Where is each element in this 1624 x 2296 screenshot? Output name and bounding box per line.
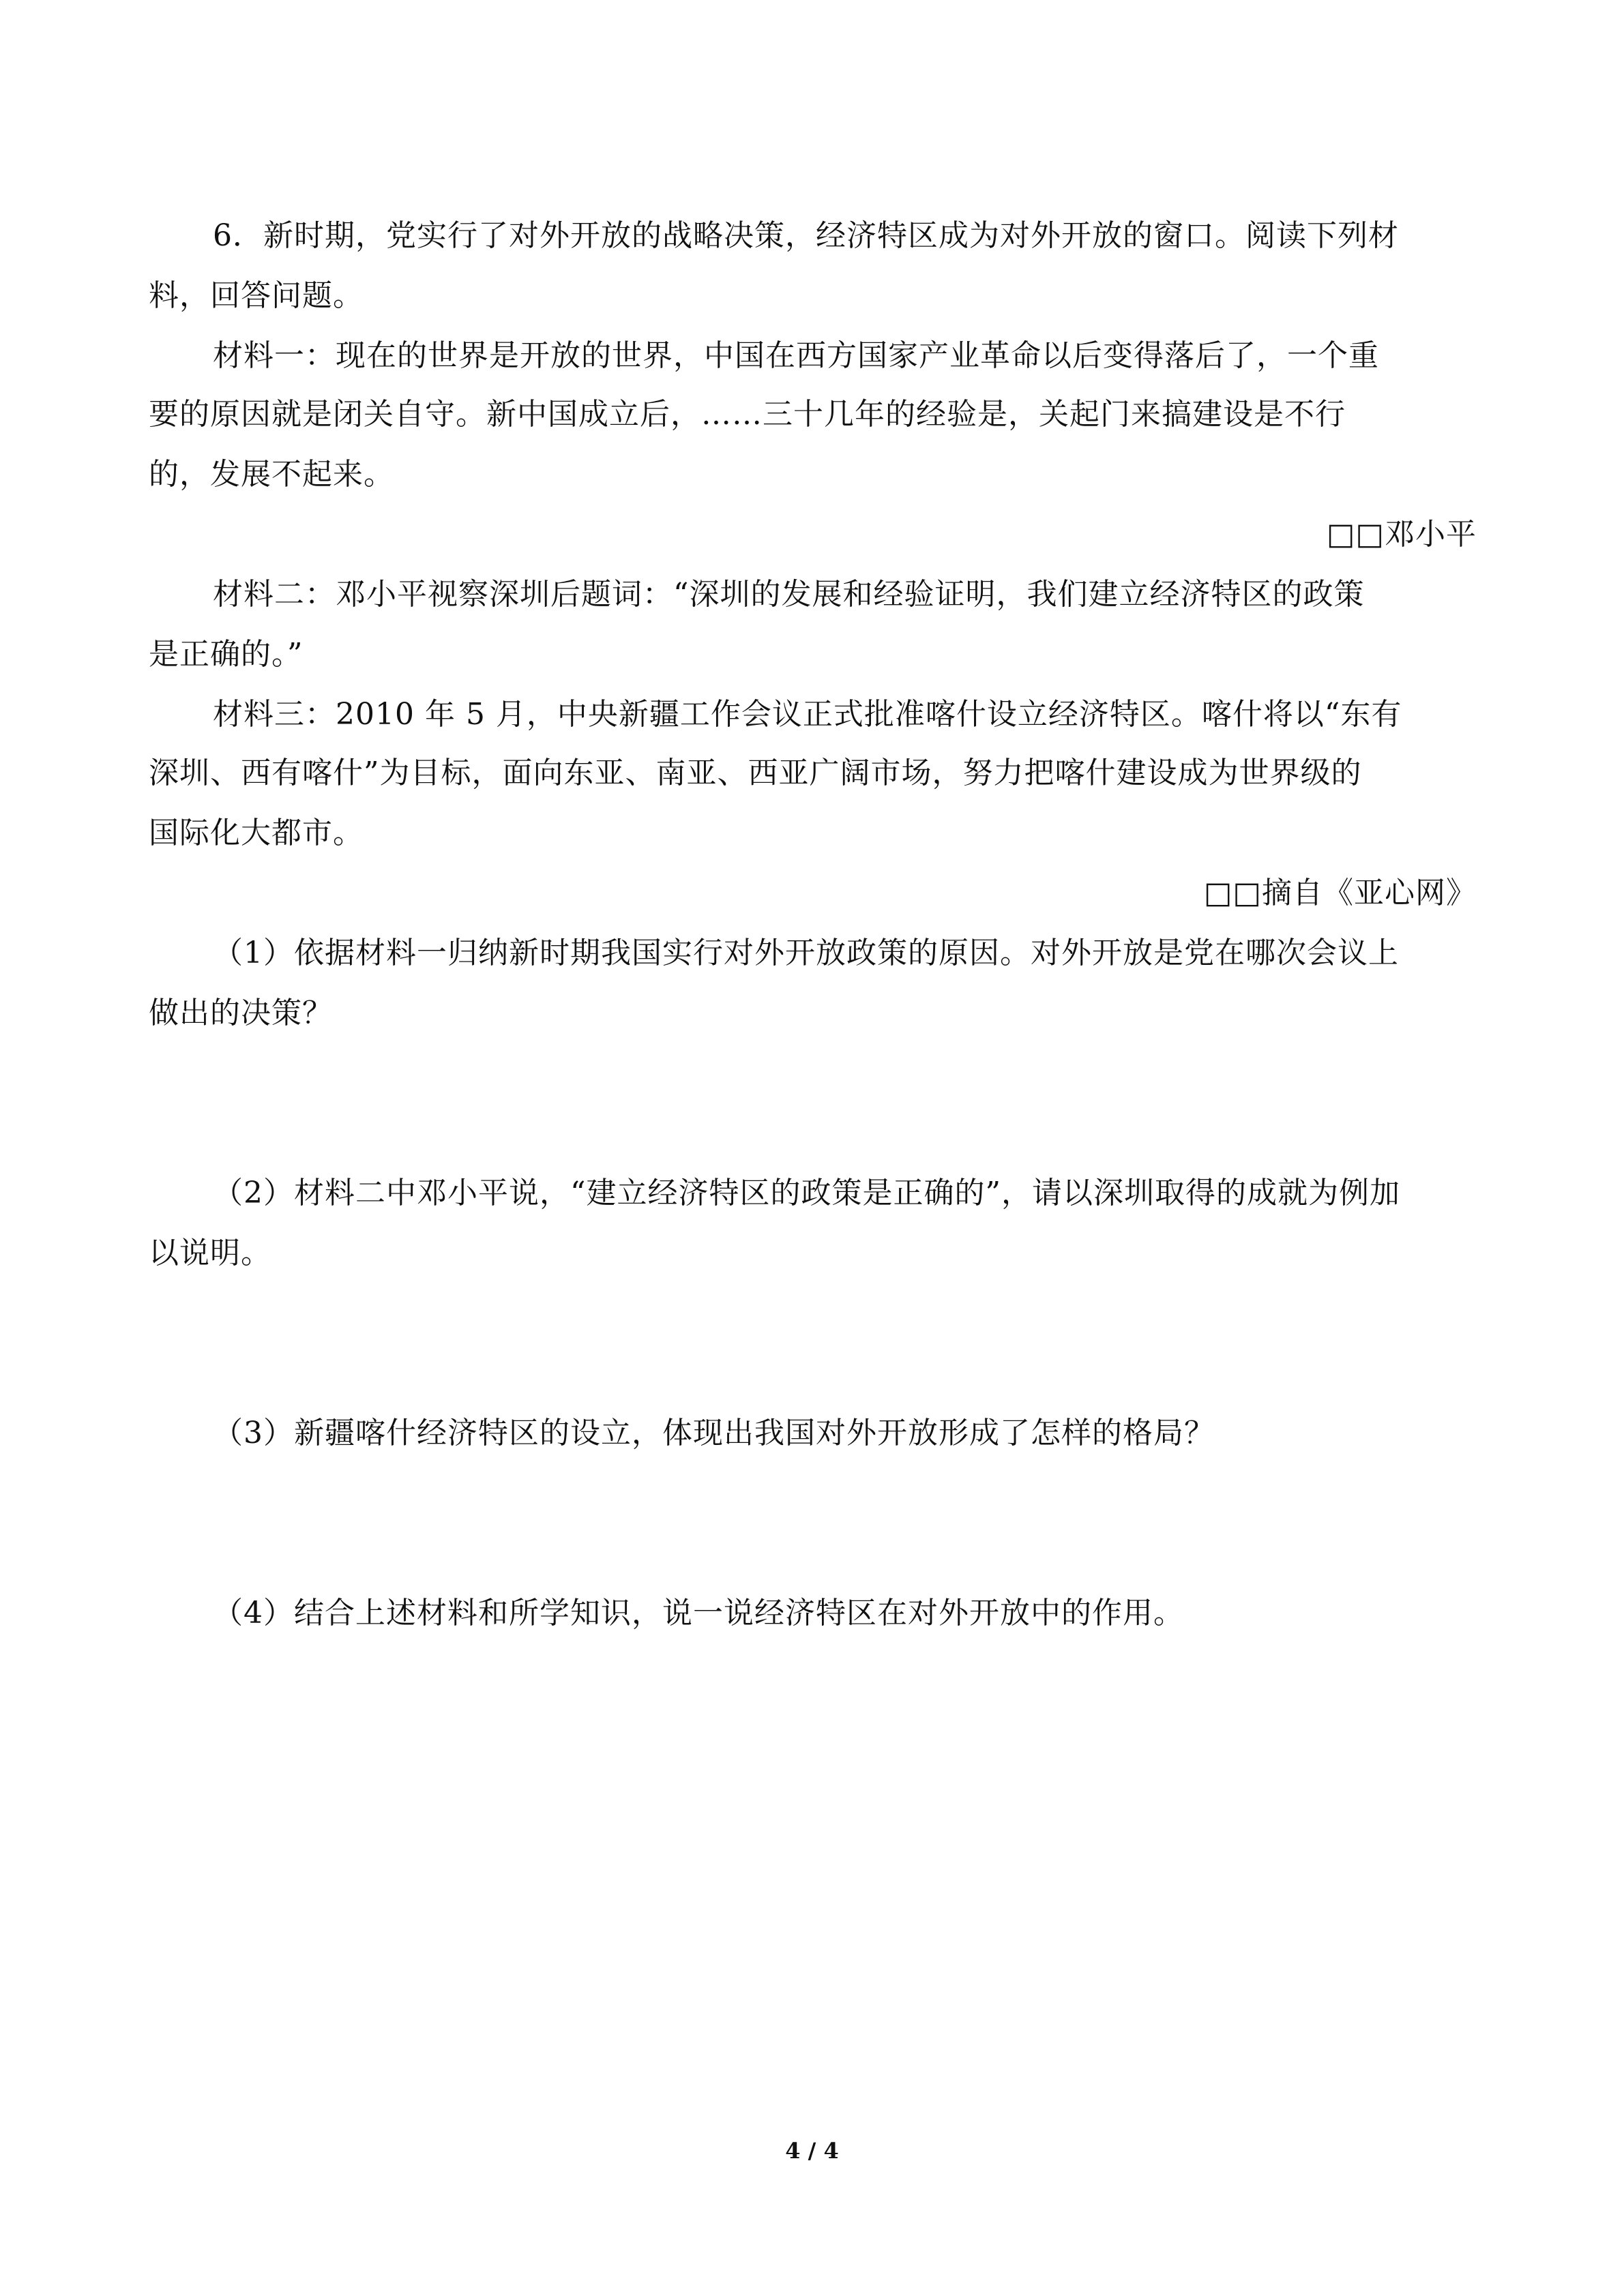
subquestion-1-line1: （1）依据材料一归纳新时期我国实行对外开放政策的原因。对外开放是党在哪次会议上: [213, 936, 1399, 970]
material3-line1: 材料三：2010 年 5 月，中央新疆工作会议正式批准喀什设立经济特区。喀什将以“东有: [213, 697, 1402, 732]
material2-line2: 是正确的。”: [149, 637, 304, 672]
material3-line2: 深圳、西有喀什”为目标，面向东亚、南亚、西亚广阔市场，努力把喀什建设成为世界级的: [149, 756, 1362, 790]
page-number: 4 / 4: [785, 2138, 839, 2164]
material3-source: □□摘自《亚心网》: [1203, 876, 1477, 910]
material1-source: □□邓小平: [1326, 517, 1477, 552]
material1-line1: 材料一：现在的世界是开放的世界，中国在西方国家产业革命以后变得落后了，一个重: [213, 338, 1379, 373]
subquestion-4: （4）结合上述材料和所学知识，说一说经济特区在对外开放中的作用。: [213, 1596, 1184, 1630]
material1-line2: 要的原因就是闭关自守。新中国成立后，……三十几年的经验是，关起门来搞建设是不行: [149, 397, 1346, 432]
subquestion-3: （3）新疆喀什经济特区的设立，体现出我国对外开放形成了怎样的格局？: [213, 1416, 1215, 1450]
subquestion-2-line1: （2）材料二中邓小平说，“建立经济特区的政策是正确的”，请以深圳取得的成就为例加: [213, 1176, 1400, 1210]
subquestion-1-line2: 做出的决策？: [149, 996, 333, 1030]
material2-line1: 材料二：邓小平视察深圳后题词：“深圳的发展和经验证明，我们建立经济特区的政策: [213, 577, 1365, 612]
material1-line3: 的，发展不起来。: [149, 457, 394, 492]
question-intro-line2: 料，回答问题。: [149, 278, 364, 313]
question-intro-line1: 6．新时期，党实行了对外开放的战略决策，经济特区成为对外开放的窗口。阅读下列材: [213, 218, 1399, 253]
subquestion-2-line2: 以说明。: [149, 1236, 271, 1270]
material3-line3: 国际化大都市。: [149, 816, 364, 850]
